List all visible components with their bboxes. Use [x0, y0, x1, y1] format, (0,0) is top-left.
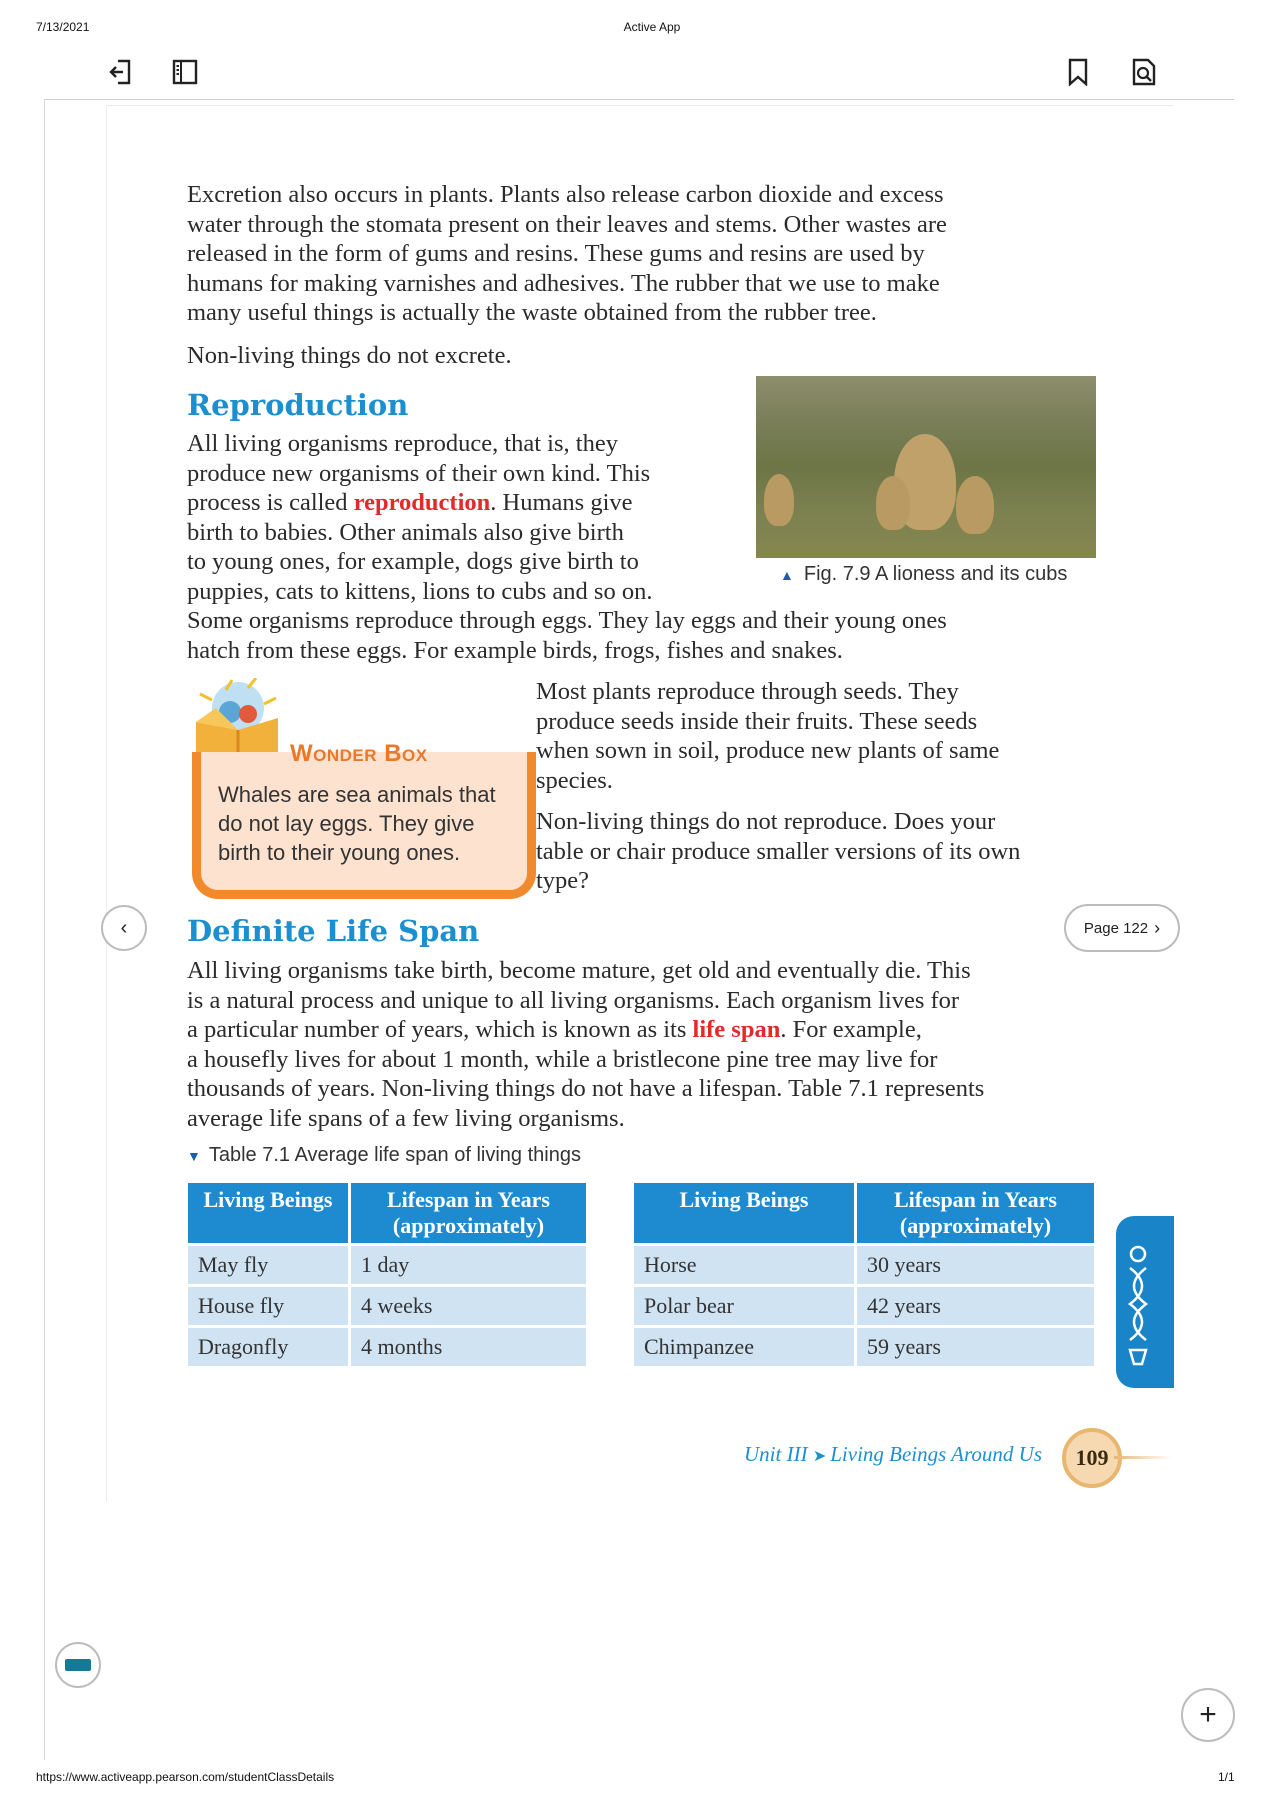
page-label: Page 122: [1083, 919, 1149, 937]
lioness-photo: [756, 376, 1096, 558]
wonder-box-text: [218, 780, 508, 867]
text-line: when sown in soil, produce new plants of same: [536, 737, 1000, 764]
years-cell: 42 years: [857, 1287, 1094, 1325]
toc-panel-button[interactable]: [168, 55, 202, 89]
zoom-in-button[interactable]: [1181, 1688, 1235, 1742]
caption-text: Table 7.1 Average life span of living things: [208, 1144, 581, 1166]
keyword-life-span: life span: [692, 1016, 781, 1043]
caption-text: Fig. 7.9 A lioness and its cubs: [803, 563, 1068, 585]
being-cell: Dragonfly: [188, 1328, 348, 1366]
print-date: 7/13/2021: [36, 20, 90, 34]
table-header-row: [188, 1183, 586, 1243]
notes-icon: [65, 1659, 91, 1671]
header-text: Lifespan in Years: [894, 1187, 1057, 1212]
years-cell: 1 day: [351, 1246, 586, 1284]
being-cell: May fly: [188, 1246, 348, 1284]
being-cell: House fly: [188, 1287, 348, 1325]
table-header-row: [634, 1183, 1094, 1243]
text-line: released in the form of gums and resins. These gums and resins are used by: [187, 240, 925, 267]
years-cell: 4 weeks: [351, 1287, 586, 1325]
text-line: type?: [536, 867, 590, 894]
text-line: a housefly lives for about 1 month, while a bristlecone pine tree may live for: [187, 1045, 938, 1073]
chevron-right-icon: ➤: [812, 1448, 831, 1465]
next-page-button[interactable]: [1064, 904, 1180, 952]
table-caption: [187, 1144, 581, 1167]
text-line: Most plants reproduce through seeds. They: [536, 678, 959, 705]
text-fragment: . Humans give: [490, 489, 633, 516]
table-row: [634, 1328, 1094, 1366]
years-cell: 30 years: [857, 1246, 1094, 1284]
toolbar-divider: [44, 99, 1234, 100]
notes-button[interactable]: [55, 1642, 101, 1688]
text-line: water through the stomata present on their leaves and stems. Other wastes are: [187, 210, 947, 238]
header-text: (approximately): [392, 1213, 545, 1238]
bookmark-button[interactable]: [1061, 55, 1095, 89]
header-living-beings: Living Beings: [634, 1183, 854, 1243]
text-line: hatch from these eggs. For example birds, frogs, fishes and snakes.: [187, 636, 843, 664]
text-fragment: process is called: [187, 489, 354, 516]
plants-paragraph: [536, 677, 1096, 795]
text-line: puppies, cats to kittens, lions to cubs and so on.: [187, 577, 653, 605]
text-line: to young ones, for example, dogs give birth to: [187, 548, 639, 575]
chevron-left-icon: ‹: [120, 916, 128, 939]
being-cell: Polar bear: [634, 1287, 854, 1325]
toc-panel-icon: [172, 58, 198, 86]
page-left-edge: [106, 106, 107, 1502]
years-cell: 4 months: [351, 1328, 586, 1366]
text-line: table or chair produce smaller versions of its own: [536, 837, 1021, 865]
text-line: birth to their young ones.: [218, 840, 461, 865]
previous-page-button[interactable]: [101, 905, 147, 951]
chevron-right-icon: ›: [1154, 917, 1161, 938]
text-line: [187, 1015, 1117, 1045]
cub-shape: [764, 474, 794, 526]
viewer-left-edge: [44, 100, 45, 1760]
lifespan-paragraph: [187, 956, 1117, 1133]
text-line: Some organisms reproduce through eggs. They lay eggs and their young ones: [187, 607, 947, 634]
header-lifespan: [351, 1183, 586, 1243]
header-text: (approximately): [899, 1213, 1052, 1238]
unit-label: Unit III: [744, 1442, 808, 1466]
header-lifespan: [857, 1183, 1094, 1243]
eggs-paragraph: [187, 606, 1107, 665]
text-line: Excretion also occurs in plants. Plants also release carbon dioxide and excess: [187, 181, 944, 208]
cub-shape: [956, 476, 994, 534]
non-living-reproduce-paragraph: [536, 807, 1096, 896]
text-fragment: . For example,: [780, 1016, 922, 1043]
being-cell: Chimpanzee: [634, 1328, 854, 1366]
badge-tail: [1114, 1456, 1172, 1459]
header-living-beings: Living Beings: [188, 1183, 348, 1243]
being-cell: Horse: [634, 1246, 854, 1284]
text-line: Non-living things do not reproduce. Does your: [536, 808, 996, 835]
unit-footer: [744, 1442, 1042, 1467]
table-row: [634, 1287, 1094, 1325]
exit-button[interactable]: [104, 55, 138, 89]
text-line: humans for making varnishes and adhesives. The rubber that we use to make: [187, 269, 940, 297]
lifespan-table-right: [631, 1180, 1097, 1369]
text-line: produce new organisms of their own kind. This: [187, 459, 651, 487]
cub-shape: [876, 476, 910, 530]
print-title: Active App: [623, 20, 681, 34]
keyword-reproduction: reproduction: [353, 489, 491, 516]
chapter-label: Living Beings Around Us: [830, 1442, 1042, 1466]
lifespan-table-left: [185, 1180, 589, 1369]
text-line: do not lay eggs. They give: [218, 811, 475, 836]
text-line: average life spans of a few living organisms.: [187, 1104, 625, 1132]
text-line: All living organisms take birth, become mature, get old and eventually die. This: [187, 957, 971, 984]
non-living-excrete-text: Non-living things do not excrete.: [187, 342, 512, 369]
print-page-count: 1/1: [1218, 1770, 1235, 1784]
bookmark-icon: [1067, 58, 1089, 86]
figure-caption: [780, 563, 1067, 586]
text-line: [187, 488, 747, 518]
table-row: [188, 1246, 586, 1284]
text-line: All living organisms reproduce, that is, they: [187, 430, 618, 457]
header-text: Lifespan in Years: [387, 1187, 550, 1212]
text-fragment: a particular number of years, which is known as its: [187, 1016, 693, 1043]
text-line: many useful things is actually the waste obtained from the rubber tree.: [187, 299, 877, 326]
dna-icon: [1116, 1216, 1174, 1388]
reproduction-paragraph: [187, 429, 747, 606]
wonder-box-title: Wonder Box: [290, 740, 428, 767]
lifespan-heading: Definite Life Span: [187, 914, 480, 948]
page-top-edge: [106, 105, 1174, 106]
exit-icon: [108, 58, 134, 86]
text-line: produce seeds inside their fruits. These seeds: [536, 707, 978, 735]
years-cell: 59 years: [857, 1328, 1094, 1366]
text-line: thousands of years. Non-living things do not have a lifespan. Table 7.1 represents: [187, 1075, 985, 1102]
table-row: [188, 1328, 586, 1366]
table-row: [634, 1246, 1094, 1284]
text-line: is a natural process and unique to all living organisms. Each organism lives for: [187, 986, 960, 1014]
text-line: species.: [536, 766, 613, 794]
text-line: Whales are sea animals that: [218, 782, 496, 807]
reproduction-heading: Reproduction: [187, 388, 409, 422]
page-number-badge: 109: [1062, 1428, 1122, 1488]
table-row: [188, 1287, 586, 1325]
excretion-paragraph: [187, 180, 1107, 328]
plus-icon: +: [1199, 1698, 1217, 1731]
search-button[interactable]: [1127, 55, 1161, 89]
caption-triangle-icon: ▲: [780, 567, 794, 583]
text-line: birth to babies. Other animals also give birth: [187, 518, 624, 546]
search-icon: [1130, 58, 1158, 86]
print-url: https://www.activeapp.pearson.com/studentClassDetails: [36, 1770, 335, 1784]
caption-triangle-icon: ▼: [187, 1148, 201, 1164]
unit-side-tab: [1116, 1216, 1174, 1388]
